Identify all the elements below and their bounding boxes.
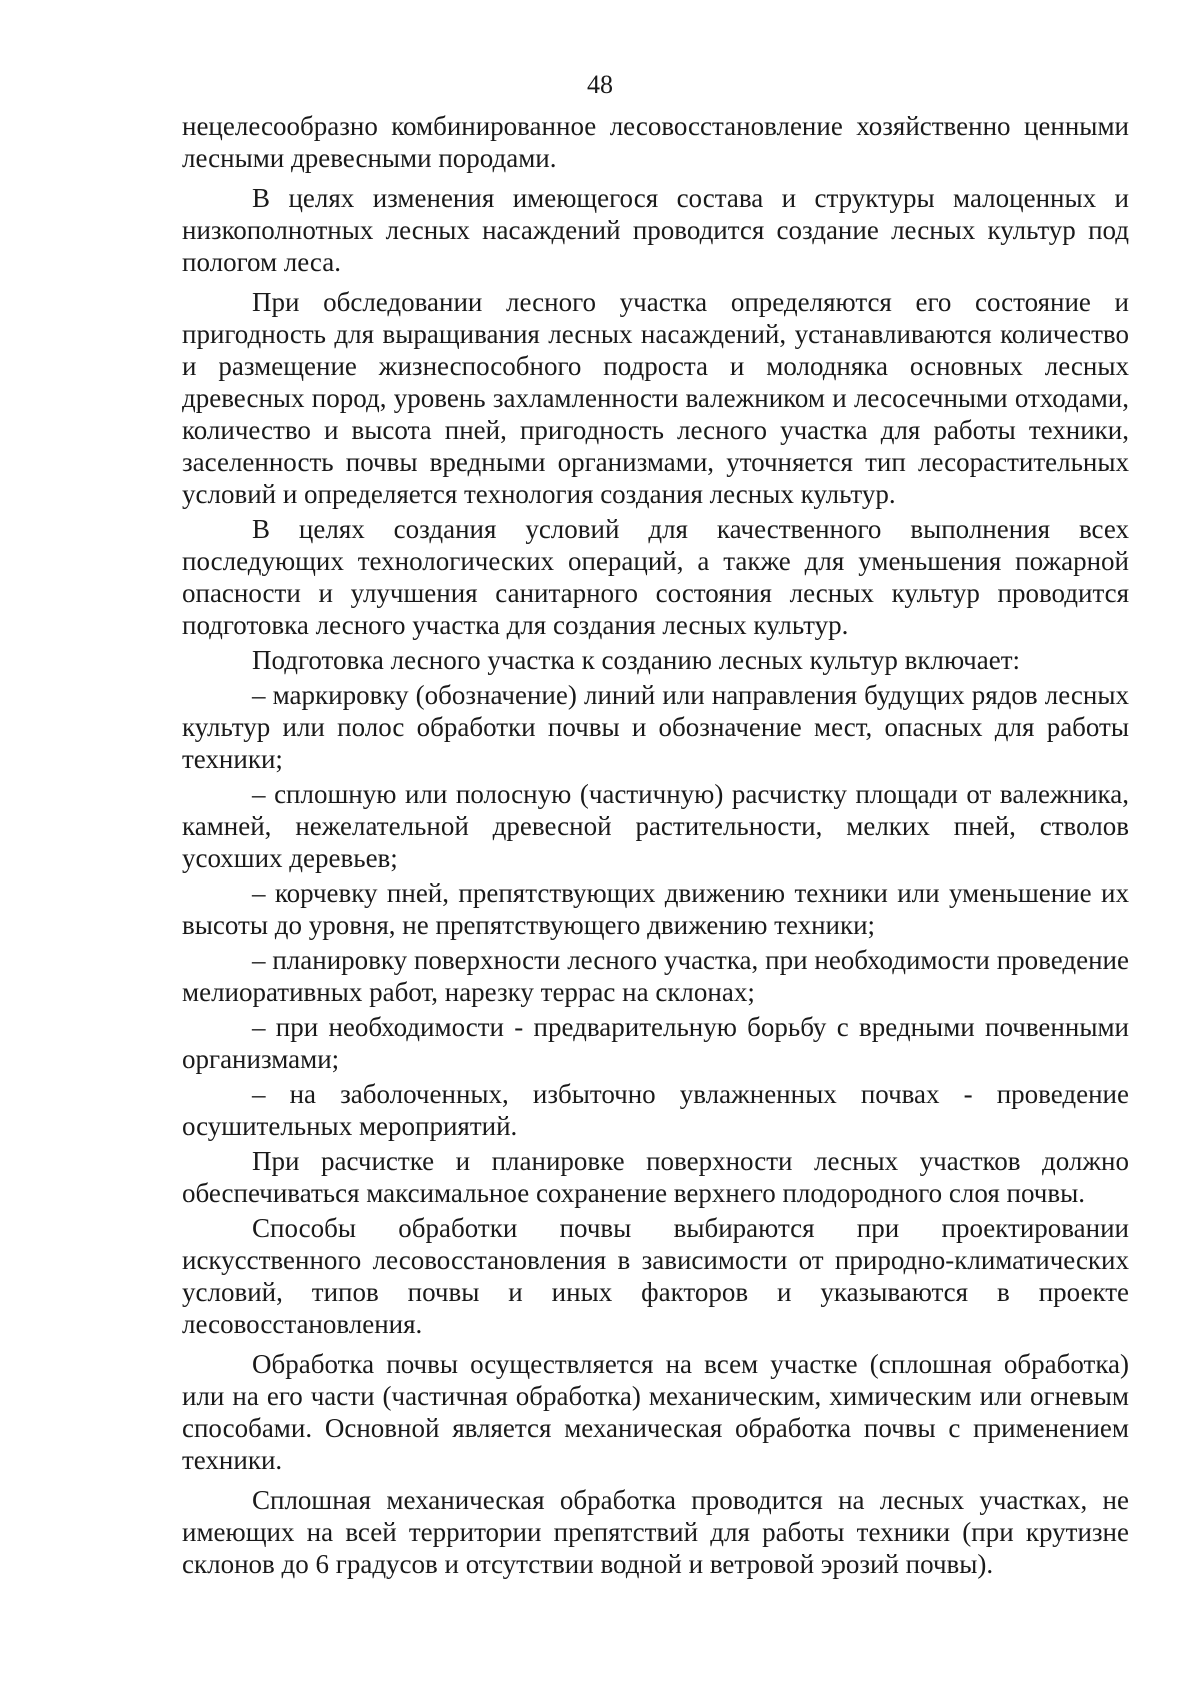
document-body bbox=[182, 110, 1129, 1580]
list-item-marking: – маркировку (обозначение) линий или направления будущих рядов лесных культур или полос обработки почвы и обозначение мест, опасных для работы техники; bbox=[182, 680, 1129, 774]
paragraph-9: Сплошная механическая обработка проводится на лесных участках, не имеющих на всей территории препятствий для работы техники (при крутизне склонов до 6 градусов и отсутствии водной и ветровой эрозий почвы). bbox=[182, 1485, 1129, 1579]
paragraph-2: В целях изменения имеющегося состава и структуры малоценных и низкополнотных лесных насаждений проводится создание лесных культур под пологом леса. bbox=[182, 183, 1129, 277]
list-item-stump-removal: – корчевку пней, препятствующих движению техники или уменьшение их высоты до уровня, не препятствующего движению техники; bbox=[182, 878, 1129, 940]
paragraph-4: В целях создания условий для качественного выполнения всех последующих технологических операций, а также для уменьшения пожарной опасности и улучшения санитарного состояния лесных культур проводится подготовка лесного участка для создания лесных культур. bbox=[182, 514, 1129, 640]
list-item-pest-control: – при необходимости - предварительную борьбу с вредными почвенными организмами; bbox=[182, 1012, 1129, 1074]
list-item-drainage: – на заболоченных, избыточно увлажненных почвах - проведение осушительных мероприятий. bbox=[182, 1079, 1129, 1141]
paragraph-3: При обследовании лесного участка определяются его состояние и пригодность для выращивания лесных насаждений, устанавливаются количество и размещение жизнеспособного подроста и молодняка основных лесных древесных пород, уровень захламленности валежником и лесосечными отходами, количество и высота пней, пригодность лесного участка для работы техники, заселенность почвы вредными организмами, уточняется тип лесорастительных условий и определяется технология создания лесных культур. bbox=[182, 287, 1129, 509]
page-number: 48 bbox=[587, 70, 613, 99]
paragraph-8: Обработка почвы осуществляется на всем участке (сплошная обработка) или на его части (частичная обработка) механическим, химическим или огневым способами. Основной является механическая обработка почвы с применением техники. bbox=[182, 1349, 1129, 1475]
paragraph-7: Способы обработки почвы выбираются при проектировании искусственного лесовосстановления в зависимости от природно-климатических условий, типов почвы и иных факторов и указываются в проекте лесовосстановления. bbox=[182, 1213, 1129, 1339]
paragraph-1: нецелесообразно комбинированное лесовосстановление хозяйственно ценными лесными древесными породами. bbox=[182, 111, 1129, 173]
paragraph-6: При расчистке и планировке поверхности лесных участков должно обеспечиваться максимальное сохранение верхнего плодородного слоя почвы. bbox=[182, 1146, 1129, 1208]
list-item-leveling: – планировку поверхности лесного участка, при необходимости проведение мелиоративных работ, нарезку террас на склонах; bbox=[182, 945, 1129, 1007]
paragraph-5: Подготовка лесного участка к созданию лесных культур включает: bbox=[252, 645, 1020, 675]
list-item-clearing: – сплошную или полосную (частичную) расчистку площади от валежника, камней, нежелательной древесной растительности, мелких пней, стволов усохших деревьев; bbox=[182, 779, 1129, 873]
